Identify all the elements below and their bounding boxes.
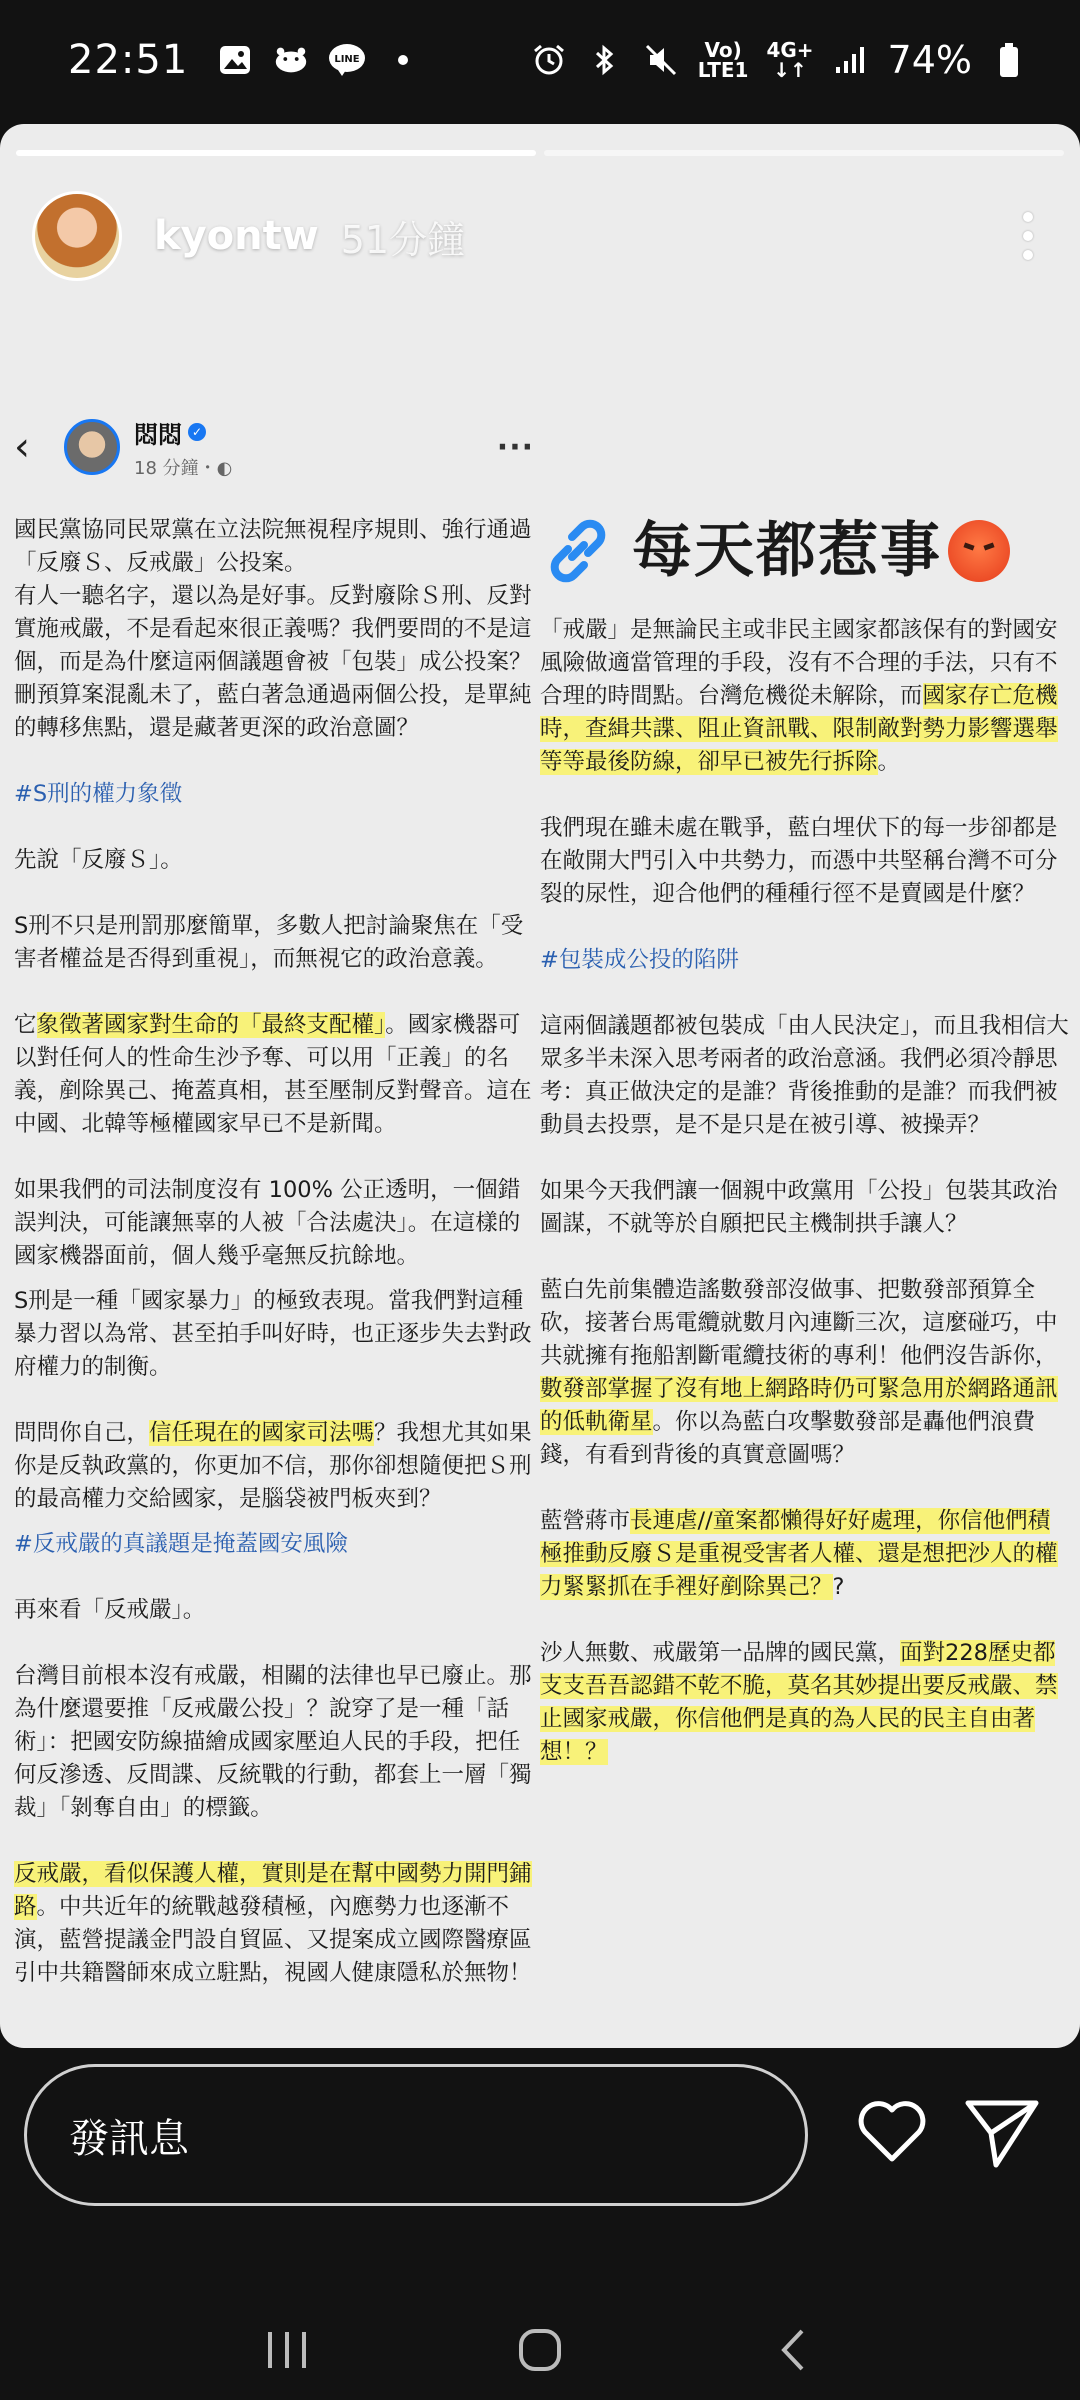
story-progress [16, 150, 1064, 156]
send-icon[interactable] [964, 2097, 1040, 2169]
post-screenshot [0, 274, 1080, 2048]
link-icon [540, 513, 616, 589]
hashtag-heading: #包裝成公投的陷阱 [540, 947, 739, 973]
paragraph: 這兩個議題都被包裝成「由人民決定」，而且我相信大眾多半未深入思考兩者的政治意涵。我們必須冷靜思考：真正做決定的是誰？背後推動的是誰？而我們被動員去投票，是不是只是在被引導、被操弄？ [540, 1013, 1069, 1138]
recents-icon[interactable] [247, 2320, 327, 2380]
story-username[interactable]: kyontw [154, 213, 319, 259]
paragraph [14, 1009, 534, 1141]
paragraph: 台灣目前根本沒有戒嚴，相關的法律也早已廢止。那為什麼還要推「反戒嚴公投」？說穿了是一種「話術」：把國安防線描繪成國家壓迫人民的手段，把任何反滲透、反間諜、反統戰的行動，都套上一層「獨裁」「剝奪自由」的標籤。 [14, 1663, 532, 1821]
volte-label: Vo) [704, 38, 742, 62]
text: ? [832, 1574, 845, 1600]
paragraph: 如果今天我們讓一個親中政黨用「公投」包裝其政治圖謀，不就等於自願把民主機制拱手讓人？ [540, 1178, 1058, 1237]
avatar[interactable] [32, 191, 122, 281]
story-time: 51分鐘 [340, 217, 466, 262]
battery-icon [990, 41, 1028, 79]
dot-icon [384, 41, 422, 79]
status-notification-icons [216, 41, 422, 79]
message-placeholder: 發訊息 [69, 2115, 189, 2162]
globe-icon: ◐ [216, 457, 233, 479]
fb-post-time-text: 18 分鐘・ [134, 457, 217, 479]
paragraph [540, 1274, 1072, 1472]
fb-more-icon: ··· [496, 429, 534, 465]
message-input[interactable] [24, 2064, 808, 2206]
fb-author-name: 悶悶 [134, 420, 182, 449]
network-type [698, 40, 749, 80]
paragraph [14, 1858, 534, 1990]
fb-post-header [14, 402, 534, 492]
hashtag-heading: #反戒嚴的真議題是掩蓋國安風險 [14, 1531, 348, 1557]
angry-face-icon [948, 520, 1010, 582]
story-viewer[interactable] [0, 124, 1080, 2048]
text: ？我想尤其如果你是反執政黨的，你更加不信，那你卻想隨便把Ｓ刑的最高權力交給國家，是腦袋被門板夾到？ [14, 1420, 532, 1512]
back-icon[interactable] [753, 2320, 833, 2380]
text: 沙人無數、戒嚴第一品牌的國民黨， [540, 1640, 901, 1666]
left-column [14, 514, 534, 2023]
fb-avatar [64, 419, 120, 475]
paragraph: S刑是一種「國家暴力」的極致表現。當我們對這種暴力習以為常、甚至拍手叫好時，也正逐步失去對政府權力的制衡。 [14, 1288, 532, 1380]
highlighted-text: 象徵著國家對生命的「最終支配權」 [36, 1012, 386, 1038]
text: 「戒嚴」是無論民主或非民主國家都該保有的對國安風險做適當管理的手段，沒有不合理的手法，只有不合理的時間點。台灣危機從未解除，而 [540, 617, 1058, 709]
paragraph: 再來看「反戒嚴」。 [14, 1597, 206, 1623]
data-indicator: 4G+ ↓↑ [766, 38, 814, 82]
status-time: 22:51 [68, 37, 189, 83]
fb-author [134, 415, 232, 450]
paragraph [540, 1637, 1072, 1769]
right-column [540, 496, 1072, 1802]
fb-meta [134, 415, 232, 480]
paragraph: 有人一聽名字，還以為是好事。反對廢除Ｓ刑、反對實施戒嚴，不是看起來很正義嗎？我們要問的不是這個，而是為什麼這兩個議題會被「包裝」成公投案？刪預算案混亂未了，藍白著急通過兩個公投，是單純的轉移焦點，還是藏著更深的政治意圖？ [14, 583, 532, 741]
paragraph [540, 614, 1072, 779]
status-bar [0, 0, 1080, 120]
text: 問問你自己， [14, 1420, 150, 1446]
paragraph: S刑不只是刑罰那麼簡單，多數人把討論聚焦在「受害者權益是否得到重視」，而無視它的政治意義。 [14, 913, 524, 972]
bluetooth-icon [586, 41, 624, 79]
home-icon[interactable] [500, 2320, 580, 2380]
text: 。你以為藍白攻擊數發部是轟他們浪費錢，有看到背後的真實意圖嗎？ [540, 1409, 1036, 1468]
heart-icon[interactable] [855, 2095, 929, 2169]
paragraph: 國民黨協同民眾黨在立法院無視程序規則、強行通過「反廢Ｓ、反戒嚴」公投案。 [14, 517, 532, 576]
seal-icon [272, 41, 310, 79]
paragraph [540, 1505, 1072, 1604]
alarm-icon [530, 41, 568, 79]
lte-label: LTE1 [697, 58, 749, 82]
navigation-bar [0, 2300, 1080, 2400]
text: 它 [14, 1012, 37, 1038]
status-system-icons [530, 38, 1028, 82]
highlighted-text: 長連虐//童案都懶得好好處理，你信他們積極推動反廢Ｓ是重視受害者人權、還是想把沙人的權力緊緊抓在手裡好剷除異己？ [540, 1508, 1058, 1600]
paragraph: 如果我們的司法制度沒有 100% 公正透明，一個錯誤判決，可能讓無辜的人被「合法處決」。在這樣的國家機器面前，個人幾乎毫無反抗餘地。 [14, 1177, 521, 1269]
text: 。中共近年的統戰越發積極，內應勢力也逐漸不演，藍營提議金門設自貿區、又提案成立國際醫療區引中共籍醫師來成立駐點，視國人健康隱私於無物！ [14, 1894, 532, 1986]
highlighted-text: 反戒嚴，看似保護人權，實則是在幫中國勢力開門鋪路 [14, 1861, 532, 1920]
line-icon [328, 41, 366, 79]
hashtag-heading: #S刑的權力象徵 [14, 781, 183, 807]
highlighted-text: 信任現在的國家司法嗎 [149, 1420, 375, 1446]
paragraph [14, 1417, 534, 1516]
progress-segment-2 [544, 150, 1064, 156]
progress-segment-1 [16, 150, 536, 156]
text: 。國家機器可以對任何人的性命生沙予奪、可以用「正義」的名義，剷除異己、掩蓋真相，甚至壓制反對聲音。這在中國、北韓等極權國家早已不是新聞。 [14, 1012, 532, 1137]
battery-percent: 74% [887, 38, 972, 82]
link-title-text: 每天都惹事 [632, 515, 942, 586]
mute-icon [642, 41, 680, 79]
paragraph: 我們現在雖未處在戰爭，藍白埋伏下的每一步卻都是在敞開大門引入中共勢力，而憑中共堅稱台灣不可分裂的尿性，迎合他們的種種行徑不是賣國是什麼？ [540, 815, 1058, 907]
highlighted-text: 面對228歷史都支支吾吾認錯不乾不脆，莫名其妙提出要反戒嚴、禁止國家戒嚴，你信他們是真的為人民的民主自由著想！？ [540, 1640, 1058, 1765]
link-title [540, 496, 1072, 606]
verified-icon: ✓ [188, 423, 206, 441]
text: 藍營蔣市 [540, 1508, 631, 1534]
fb-post-time [134, 454, 232, 480]
svg-text:LINE: LINE [334, 54, 360, 65]
signal-icon [832, 41, 870, 79]
gallery-icon [216, 41, 254, 79]
highlighted-text: 國家存亡危機時，查緝共諜、阻止資訊戰、限制敵對勢力影響選舉等等最後防線，卻早已被先行拆除 [540, 683, 1058, 775]
text: 藍白先前集體造謠數發部沒做事、把數發部預算全砍，接著台馬電纜就數月內連斷三次，這麼碰巧，中共就擁有拖船割斷電纜技術的專利！他們沒告訴你， [540, 1277, 1058, 1369]
4g-label: 4G+ [766, 38, 814, 62]
paragraph: 先說「反廢Ｓ」。 [14, 847, 183, 873]
chevron-left-icon: ‹ [14, 424, 30, 470]
highlighted-text: 數發部掌握了沒有地上網路時仍可緊急用於網路通訊的低軌衛星 [540, 1376, 1058, 1435]
text: 。 [877, 749, 901, 775]
more-options-icon[interactable] [1008, 206, 1048, 266]
